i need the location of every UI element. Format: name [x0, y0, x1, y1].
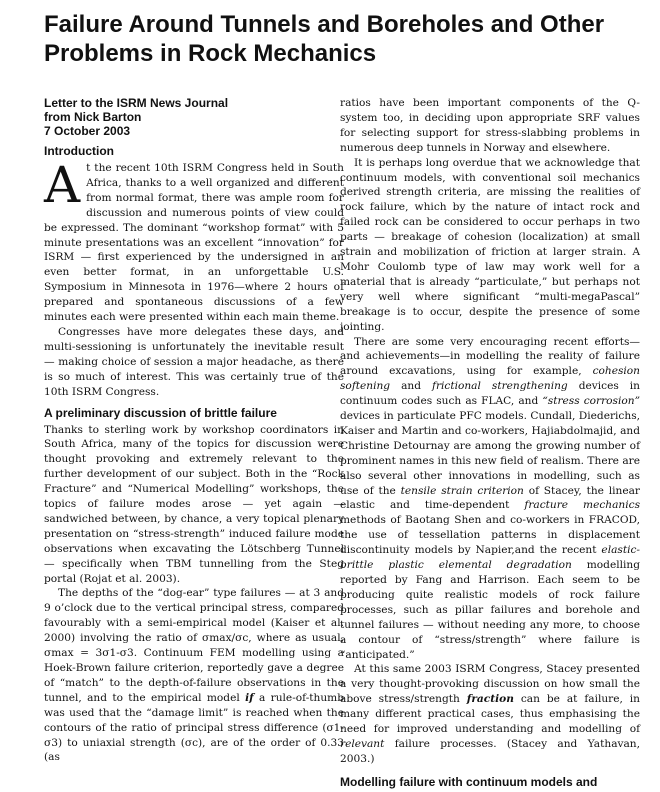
paragraph-text: of Stacey, the linear elastic and time-dependent [340, 484, 640, 512]
paragraph-text: devices in particulate PFC models. Cundall, Diederichs, Kaiser and Martin and co-workers, Hajiabdolmajid, and Christine Detournay are among the growing number of prominent names in this new field of realism. There are also several other innovations in modelling, such as use of the [340, 410, 640, 497]
left-column [44, 96, 344, 765]
drop-cap: A [44, 156, 81, 214]
paragraph-right-1: ratios have been important components of the Q-system too, in deciding upon appropriate SRF values for selecting support for stress-slabbing problems in numerous deep tunnels in Norway and elsewhere. [340, 97, 640, 154]
paragraph-text: There are some very encouraging recent efforts— and achievements—in modelling the reality of failure around excavations, using for example, [340, 335, 640, 378]
paragraph-text: modelling reported by Fang and Harrison. Each seem to be producing quite realistic models of rock failure processes, such as pillar failures and borehole and tunnel failures — without needing any more, to choose a contour of “stress/strength” where failure is “anticipated.” [340, 559, 640, 661]
paragraph-right-2: It is perhaps long overdue that we acknowledge that continuum models, with conventional soil mechanics derived strength criteria, are missing the realities of rock failure, which by the nature of intact rock and failed rock can be considered to occur perhaps in two parts — breakage of cohesion (localization) at small strain and mobilization of friction at larger strain. A Mohr Coulomb type of law may work well for a material that is already “particulate,” but perhaps not very well where significant “multi-megaPascal” breakage is to occur, despite the presence of some jointing. [340, 156, 640, 333]
section-heading-preliminary: A preliminary discussion of brittle failure [44, 405, 277, 420]
emphasis-tensile-strain: tensile strain criterion [400, 484, 524, 497]
paragraph-right-3 [340, 335, 640, 663]
letter-date: 7 October 2003 [44, 124, 131, 138]
emphasis-relevant: relevant [340, 737, 385, 750]
paragraph-text: devices in continuum codes such as FLAC, and [340, 380, 640, 408]
emphasis-cohesion-softening: cohesion softening [340, 365, 640, 393]
emphasis-if: if [245, 691, 254, 704]
paragraph-prelim-2 [44, 586, 344, 765]
article-title: Failure Around Tunnels and Boreholes and Other Problems in Rock Mechanics [44, 11, 605, 67]
paragraph-intro-2: Congresses have more delegates these days, and multi-sessioning is unfortunately the inevitable result — making choice of session a major headache, as there is so much of interest. This was certainly true of the 10th ISRM Congress. [44, 325, 344, 398]
paragraph-text: and [390, 380, 433, 393]
emphasis-elastic-brittle: elastic-brittle plastic elemental degradation [340, 544, 640, 572]
paragraph-text: can be at failure, in many different practical cases, thus emphasising the need for improved understanding and modelling of [340, 693, 641, 736]
emphasis-fraction: fraction [466, 693, 514, 706]
letter-line-1: Letter to the ISRM News Journal [44, 96, 229, 110]
paragraph-text: a rule-of-thumb was used that the “damage limit” is reached when the contours of the ratio of principal stress difference (σ1-σ3) to uniaxial strength (σc), are of the order of 0.33 (as [44, 691, 345, 764]
right-column [340, 96, 640, 792]
emphasis-stress-corrosion: “stress corrosion” [542, 395, 640, 408]
paragraph-right-4 [340, 662, 640, 766]
paragraph-text: t the recent 10th ISRM Congress held in South Africa, thanks to a well organized and different from normal format, there was ample room for discussion and numerous points of view could be expressed. The dominant “workshop format” with 5 minute presentations was an excellent “innovation” for ISRM — first experienced by the undersigned in an even better format, in an unforgettable U.S. Symposium in Minnesota in 1976—where 2 hours of prepared and spontaneous discussions of a few minutes each were presented within each main theme. [44, 162, 344, 324]
paragraph-text: methods of Baotang Shen and co-workers in FRACOD, the use of tessellation patterns in displacement discontinuity models by Napier,and the recent [340, 514, 640, 557]
letter-meta [44, 96, 344, 138]
section-heading-introduction: Introduction [44, 144, 114, 158]
emphasis-frictional-strengthening: frictional strengthening [432, 380, 568, 393]
paragraph-prelim-1: Thanks to sterling work by workshop coordinators in South Africa, many of the topics for discussion were thought provoking and extremely relevant to the further development of our subject. Both in the “Rock Fracture” and “Numerical Modelling” workshops, the topics of failure modes arose — yet again — sandwiched between, by chance, a very topical plenary presentation on “stress-strength” induced failure mode observations when excavating the Lötschberg Tunnel — specifically when TBM tunnelling from the Steg portal (Rojat et al. 2003). [44, 423, 344, 585]
paragraph-text: At this same 2003 ISRM Congress, Stacey presented a very thought-provoking discussion on how small the above stress/strength [340, 663, 640, 706]
paragraph-intro-1 [44, 156, 344, 325]
paragraph-text: failure processes. (Stacey and Yathavan, 2003.) [340, 737, 640, 765]
paragraph-text: The depths of the “dog-ear” type failures — at 3 and 9 o’clock due to the vertical principal stress, compared favourably with a semi-empirical model (Kaiser et al. 2000) involving the ratio of σmax/σc, where as usual, σmax = 3σ1-σ3. Continuum FEM modelling using a Hoek-Brown failure criterion, reportedly gave a degree of “match” to the depth-of-failure observations in the tunnel, and to the empirical model [44, 587, 344, 704]
letter-line-2: from Nick Barton [44, 110, 142, 124]
emphasis-fracture-mechanics: fracture mechanics [524, 499, 641, 512]
section-heading-modelling: Modelling failure with continuum models and [340, 774, 598, 789]
